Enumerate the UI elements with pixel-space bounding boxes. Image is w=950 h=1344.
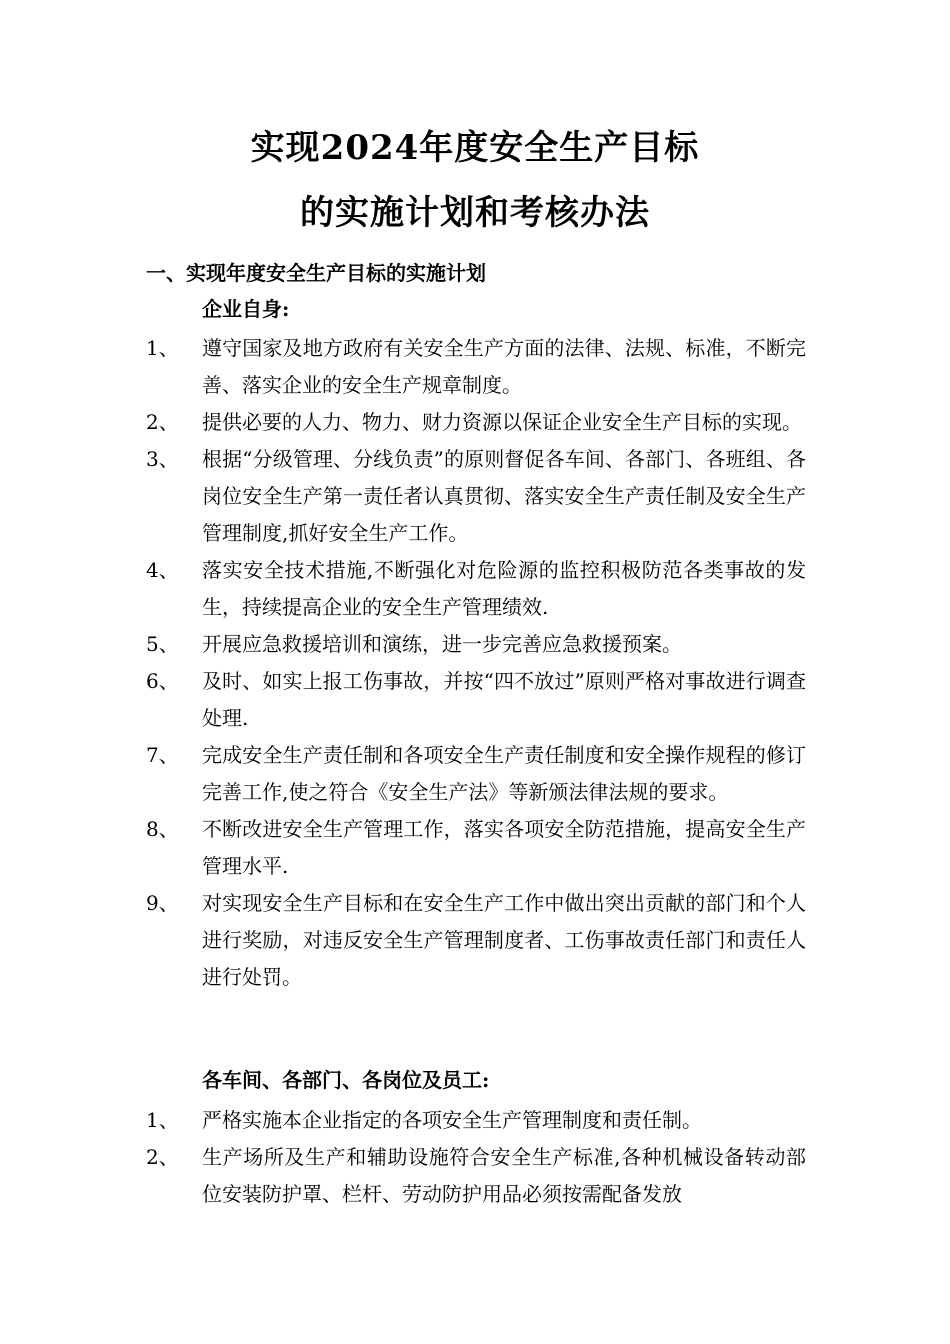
list-item	[146, 885, 816, 996]
item-text: 不断改进安全生产管理工作，落实各项安全防范措施，提高安全生产管理水平.	[202, 817, 806, 878]
item-number: 3、	[146, 447, 179, 471]
document-title-line-1: 实现2024年度安全生产目标	[250, 128, 700, 168]
list-item	[146, 811, 816, 885]
document-title-line-2: 的实施计划和考核办法	[300, 193, 650, 233]
item-number: 8、	[146, 817, 179, 841]
item-number: 7、	[146, 743, 179, 767]
section-heading: 一、实现年度安全生产目标的实施计划	[146, 261, 486, 285]
list-item	[146, 330, 816, 404]
enterprise-list	[146, 330, 816, 996]
list-item	[146, 1139, 816, 1213]
item-text: 生产场所及生产和辅助设施符合安全生产标准,各种机械设备转动部位安装防护罩、栏杆、劳动防护用品必须按需配备发放	[202, 1145, 806, 1206]
list-item	[146, 626, 816, 663]
item-text: 提供必要的人力、物力、财力资源以保证企业安全生产目标的实现。	[202, 410, 802, 434]
item-text: 遵守国家及地方政府有关安全生产方面的法律、法规、标准，不断完善、落实企业的安全生产规章制度。	[202, 336, 806, 397]
list-item	[146, 663, 816, 737]
item-text: 及时、如实上报工伤事故，并按“四不放过”原则严格对事故进行调查处理.	[202, 669, 806, 730]
list-item	[146, 737, 816, 811]
item-text: 开展应急救援培训和演练，进一步完善应急救援预案。	[202, 632, 682, 656]
list-item	[146, 404, 816, 441]
item-text: 完成安全生产责任制和各项安全生产责任制度和安全操作规程的修订完善工作,使之符合《安全生产法》等新颁法律法规的要求。	[202, 743, 806, 804]
item-number: 5、	[146, 632, 179, 656]
item-number: 9、	[146, 891, 179, 915]
item-number: 1、	[146, 336, 179, 360]
item-number: 1、	[146, 1108, 179, 1132]
item-text: 对实现安全生产目标和在安全生产工作中做出突出贡献的部门和个人进行奖励，对违反安全生产管理制度者、工伤事故责任部门和责任人进行处罚。	[202, 891, 806, 989]
workshops-heading: 各车间、各部门、各岗位及员工:	[202, 1068, 490, 1092]
item-text: 严格实施本企业指定的各项安全生产管理制度和责任制。	[202, 1108, 702, 1132]
enterprise-heading: 企业自身:	[202, 297, 290, 321]
item-number: 4、	[146, 558, 179, 582]
list-item	[146, 441, 816, 552]
item-number: 2、	[146, 410, 179, 434]
item-text: 根据“分级管理、分线负责”的原则督促各车间、各部门、各班组、各岗位安全生产第一责任者认真贯彻、落实安全生产责任制及安全生产管理制度,抓好安全生产工作。	[202, 447, 806, 545]
item-text: 落实安全技术措施,不断强化对危险源的监控积极防范各类事故的发生，持续提高企业的安全生产管理绩效.	[202, 558, 806, 619]
item-number: 6、	[146, 669, 179, 693]
workshops-list	[146, 1102, 816, 1213]
list-item	[146, 1102, 816, 1139]
item-number: 2、	[146, 1145, 179, 1169]
list-item	[146, 552, 816, 626]
